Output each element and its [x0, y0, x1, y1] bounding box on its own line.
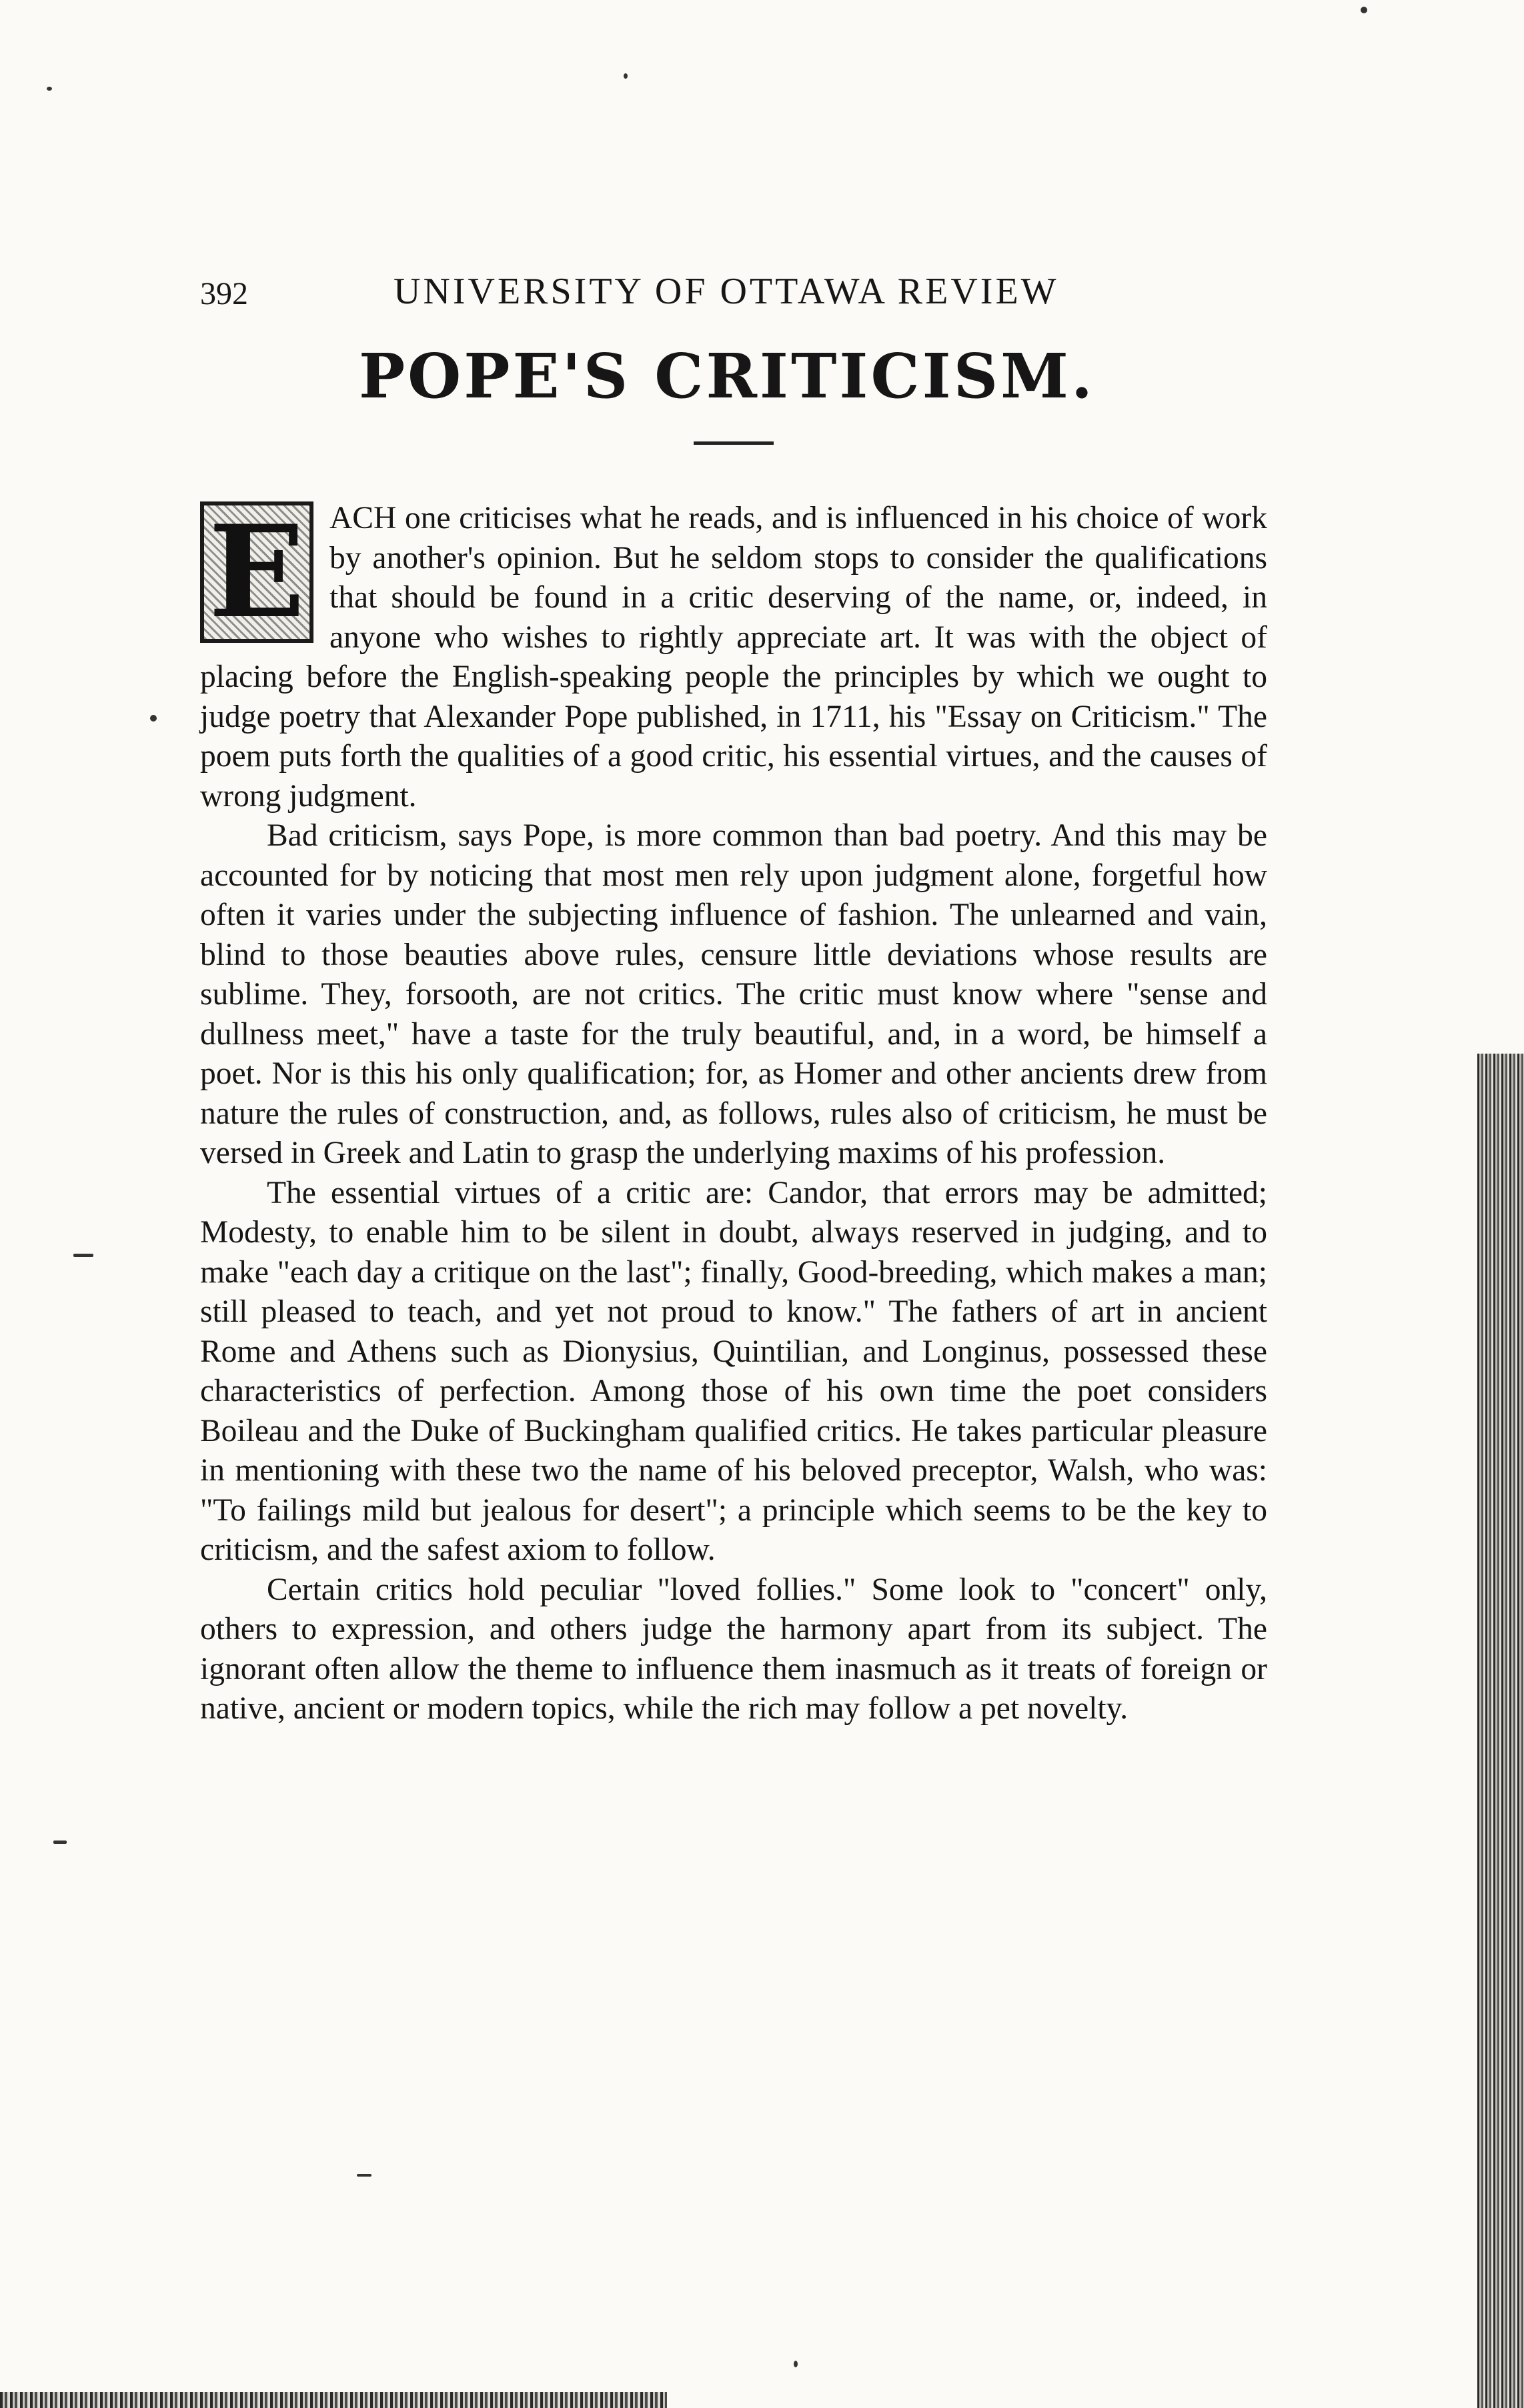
- scan-speck: [1361, 7, 1367, 13]
- scan-speck: [150, 715, 157, 722]
- drop-cap-letter: E: [204, 505, 309, 639]
- paragraph: Bad criticism, says Pope, is more common than bad poetry. And this may be accounted for by noticing that most men rely upon judgment alone, forgetful how often it varies under the subjecting influence of fashion. The unlearned and vain, blind to those beauties above rules, censure little deviations whose results are sublime. They, forsooth, are not critics. The critic must know where "sense and dullness meet," have a taste for the truly beautiful, and, in a word, be himself a poet. Nor is this his only qualification; for, as Homer and other ancients drew from nature the rules of construction, and, as follows, rules also of criticism, he must be versed in Greek and Latin to grasp the underlying maxims of his profession.: [200, 818, 1267, 1170]
- scan-speck: [357, 2174, 371, 2177]
- scan-bottom-strip: [0, 2392, 667, 2408]
- scan-speck: [624, 73, 628, 79]
- scan-edge-strip: [1477, 1054, 1524, 2408]
- running-head: [200, 270, 1254, 323]
- scan-speck: [794, 2361, 798, 2367]
- paragraph: The essential virtues of a critic are: Candor, that errors may be admitted; Modesty, to enable him to be silent in doubt, always reserved in judging, and to make "each day a critique on the last"; finally, Good-breeding, which makes a man; still pleased to teach, and yet not proud to know." The fathers of art in ancient Rome and Athens such as Dionysius, Quintilian, and Longinus, possessed these characteristics of perfection. Among those of his own time the poet considers Boileau and the Duke of Buckingham qualified critics. He takes particular pleasure in mentioning with these two the name of his beloved preceptor, Walsh, who was: "To failings mild but jealous for desert"; a principle which seems to be the key to criticism, and the safest axiom to follow.: [200, 1175, 1267, 1567]
- title-rule: [694, 441, 774, 445]
- paragraph: Certain critics hold peculiar "loved follies." Some look to "concert" only, others to expression, and others judge the harmony apart from its subject. The ignorant often allow the theme to influence them inasmuch as it treats of foreign or native, ancient or modern topics, while the rich may follow a pet novelty.: [200, 1572, 1267, 1726]
- scan-speck: [47, 87, 52, 91]
- drop-cap-ornament: [200, 497, 313, 646]
- paragraph-text: ACH one criticises what he reads, and is influenced in his choice of work by another's opinion. But he seldom stops to consider the qualifications that should be found in a critic deserving of the name, or, indeed, in anyone who wishes to rightly appreciate art. It was with the object of placing before the English-speaking people the principles by which we ought to judge poetry that Alexander Pope published, in 1711, his "Essay on Criticism." The poem puts forth the qualities of a good critic, his essential virtues, and the causes of wrong judgment.: [200, 501, 1267, 814]
- scan-speck: [73, 1254, 93, 1257]
- article-title: POPE'S CRITICISM.: [358, 340, 1096, 412]
- scan-speck: [53, 1841, 67, 1844]
- article-body: [200, 499, 1267, 1729]
- page-number: 392: [200, 276, 248, 311]
- paragraph: [200, 499, 1267, 816]
- journal-name: UNIVERSITY OF OTTAWA REVIEW: [394, 271, 1059, 312]
